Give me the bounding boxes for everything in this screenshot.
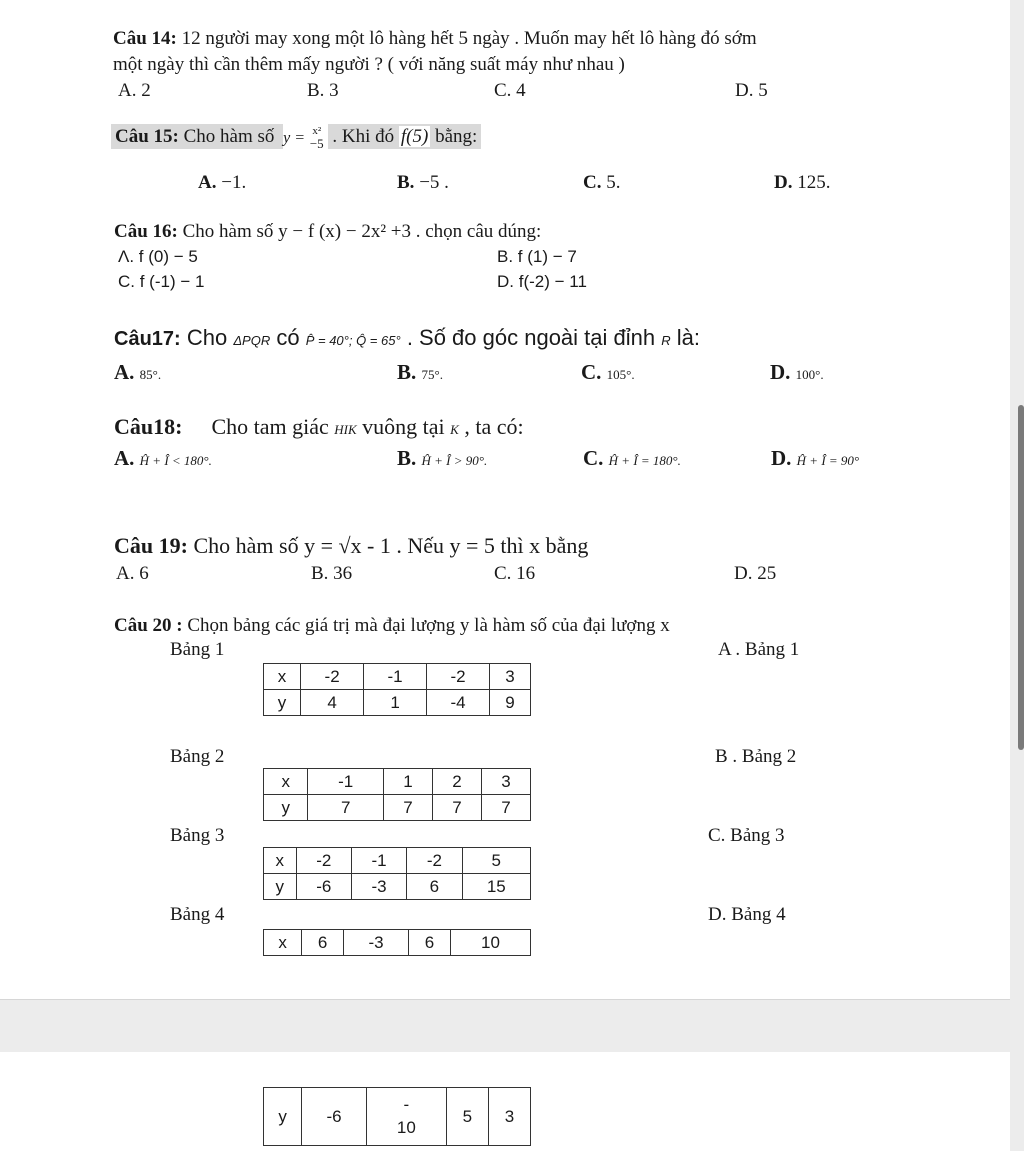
q17-option-a-letter: A. xyxy=(114,360,135,384)
q15-option-b xyxy=(397,172,449,194)
table-cell: - 10 xyxy=(366,1088,446,1146)
q15-frac-den: −5 xyxy=(309,136,324,151)
q19-option-a: A. 6 xyxy=(116,563,149,584)
q15-option-c-letter: C. xyxy=(583,172,602,193)
table-cell: -1 xyxy=(364,664,427,690)
vertical-scrollbar[interactable] xyxy=(1018,405,1024,750)
table-row xyxy=(264,795,531,821)
q15-option-d xyxy=(774,172,830,194)
q19-text: Cho hàm số y = √x - 1 . Nếu y = 5 thì x bằng xyxy=(193,533,589,558)
table-cell: 6 xyxy=(407,874,462,900)
q18-triangle: HIK xyxy=(334,422,357,437)
q14-text1: 12 người may xong một lô hàng hết 5 ngày . Muốn may hết lô hàng đó sớm xyxy=(181,28,757,49)
q19-label: Câu 19: xyxy=(114,533,188,558)
q15-frac-num: x² xyxy=(312,125,322,137)
q17-line xyxy=(114,325,700,351)
q14-option-c: C. 4 xyxy=(494,80,526,101)
table4-name: Bảng 4 xyxy=(170,904,225,925)
table-cell: -1 xyxy=(308,769,383,795)
table2-answer: B . Bảng 2 xyxy=(715,746,797,767)
q20-label: Câu 20 : xyxy=(114,615,183,636)
table-cell: y xyxy=(264,795,308,821)
q15-mid: . Khi đó xyxy=(332,126,395,148)
q14-line1 xyxy=(113,28,757,50)
q17-option-c-letter: C. xyxy=(581,360,602,384)
table1-answer: A . Bảng 1 xyxy=(718,639,800,660)
q17-option-b-value: 75°. xyxy=(421,367,443,382)
q18-option-d-letter: D. xyxy=(771,446,792,470)
table-cell: 9 xyxy=(490,690,531,716)
q16-option-b: B. f (1) − 7 xyxy=(497,247,577,266)
table4-answer: D. Bảng 4 xyxy=(708,904,786,925)
q15-option-a-value: −1. xyxy=(221,172,247,193)
table-cell: -2 xyxy=(296,848,351,874)
table-row xyxy=(264,690,531,716)
table3-name: Bảng 3 xyxy=(170,825,225,846)
q15-option-a xyxy=(198,172,246,194)
table-cell: x xyxy=(264,664,301,690)
table-cell: 1 xyxy=(383,769,432,795)
q19-line xyxy=(114,533,588,559)
table-cell: 5 xyxy=(462,848,530,874)
q19-option-c: C. 16 xyxy=(494,563,536,584)
q18-option-d-value: Ĥ + Î = 90° xyxy=(796,453,860,468)
table1-name: Bảng 1 xyxy=(170,639,225,660)
table-4-continued xyxy=(263,1087,531,1146)
q16-option-a: Λ. f (0) − 5 xyxy=(118,247,198,266)
table-cell: -2 xyxy=(407,848,462,874)
q15-highlight-1 xyxy=(111,124,283,149)
q15-option-b-value: −5 . xyxy=(419,172,449,193)
q18-text1: Cho tam giác xyxy=(211,414,329,439)
q17-angles: P̂ = 40°; Q̂ = 65° xyxy=(305,333,401,348)
table-cell: -1 xyxy=(351,848,406,874)
q15-option-d-value: 125. xyxy=(797,172,831,193)
q17-text: . Số đo góc ngoài tại đỉnh xyxy=(406,325,656,350)
q18-option-b xyxy=(397,446,487,471)
table-cell: 6 xyxy=(408,930,450,956)
table-cell: 7 xyxy=(481,795,530,821)
q18-line xyxy=(114,414,524,440)
q15-line xyxy=(111,126,481,150)
table-cell: 2 xyxy=(432,769,481,795)
table-cell: 10 xyxy=(450,930,530,956)
table-cell: 4 xyxy=(301,690,364,716)
table-cell: -4 xyxy=(427,690,490,716)
q15-highlight-2 xyxy=(328,124,481,149)
q17-option-a xyxy=(114,360,161,385)
table-cell: 3 xyxy=(488,1088,530,1146)
q17-option-d-value: 100°. xyxy=(795,367,824,382)
q20-text: Chọn bảng các giá trị mà đại lượng y là hàm số của đại lượng x xyxy=(187,615,670,636)
table-cell: 3 xyxy=(490,664,531,690)
q17-co: có xyxy=(276,325,300,350)
q16-option-c: C. f (-1) − 1 xyxy=(118,272,205,291)
q17-vertex: R xyxy=(661,333,671,348)
q15-option-d-letter: D. xyxy=(774,172,793,193)
q17-option-c-value: 105°. xyxy=(606,367,635,382)
q18-option-a-value: Ĥ + Î < 180°. xyxy=(139,453,212,468)
table-cell: x xyxy=(264,769,308,795)
q18-option-c-letter: C. xyxy=(583,446,604,470)
q16-option-d: D. f(-2) − 11 xyxy=(497,272,587,291)
q18-text3: , ta có: xyxy=(464,414,524,439)
q19-option-b: B. 36 xyxy=(311,563,353,584)
q14-label: Câu 14: xyxy=(113,28,177,49)
table-cell: x xyxy=(264,930,302,956)
table-row xyxy=(264,664,531,690)
q18-option-a xyxy=(114,446,212,471)
table-cell: 6 xyxy=(302,930,344,956)
q18-option-b-value: Ĥ + Î > 90°. xyxy=(421,453,488,468)
q18-option-b-letter: B. xyxy=(397,446,417,470)
table-cell: 15 xyxy=(462,874,530,900)
q15-option-b-letter: B. xyxy=(397,172,415,193)
table-row xyxy=(264,769,531,795)
table3-answer: C. Bảng 3 xyxy=(708,825,785,846)
q17-option-d-letter: D. xyxy=(770,360,791,384)
table-3 xyxy=(263,847,531,900)
table-cell: -3 xyxy=(344,930,409,956)
table-cell: y xyxy=(264,690,301,716)
q15-suffix: bằng: xyxy=(435,126,478,148)
q14-option-a: A. 2 xyxy=(118,80,151,101)
q17-option-d xyxy=(770,360,824,385)
q15-func-y: y = xyxy=(283,129,306,147)
q14-line2: một ngày thì cần thêm mấy người ? ( với năng suất máy như nhau ) xyxy=(113,54,625,75)
table-cell: 7 xyxy=(432,795,481,821)
q16-text: Cho hàm số y − f (x) − 2x² +3 . chọn câu dúng: xyxy=(182,221,542,242)
q20-line xyxy=(114,615,670,637)
table-row xyxy=(264,1088,531,1146)
table-cell: 1 xyxy=(364,690,427,716)
q14-option-b: B. 3 xyxy=(307,80,339,101)
table-cell: -2 xyxy=(301,664,364,690)
document-page-2 xyxy=(0,1052,1010,1151)
q18-option-c xyxy=(583,446,681,471)
table-row xyxy=(264,874,531,900)
q15-prefix: Cho hàm số xyxy=(183,126,275,148)
q17-option-b xyxy=(397,360,443,385)
table-cell: 3 xyxy=(481,769,530,795)
table-cell: y xyxy=(264,1088,302,1146)
q16-line xyxy=(114,221,541,243)
q15-f5: f(5) xyxy=(400,126,429,148)
table-cell: -2 xyxy=(427,664,490,690)
table2-name: Bảng 2 xyxy=(170,746,225,767)
table-cell: -3 xyxy=(351,874,406,900)
q18-option-c-value: Ĥ + Î = 180°. xyxy=(608,453,681,468)
q18-option-d xyxy=(771,446,859,471)
q17-option-a-value: 85°. xyxy=(139,367,162,382)
table-cell: 7 xyxy=(383,795,432,821)
q15-fraction xyxy=(310,126,324,150)
table-cell: y xyxy=(264,874,297,900)
q17-triangle: ΔPQR xyxy=(233,333,271,348)
q15-option-c-value: 5. xyxy=(606,172,621,193)
q16-label: Câu 16: xyxy=(114,221,178,242)
q17-option-b-letter: B. xyxy=(397,360,417,384)
table-row xyxy=(264,848,531,874)
table-cell: -6 xyxy=(296,874,351,900)
q15-option-c xyxy=(583,172,620,194)
q18-option-a-letter: A. xyxy=(114,446,135,470)
q19-option-d: D. 25 xyxy=(734,563,777,584)
table-cell: 7 xyxy=(308,795,383,821)
q15-label: Câu 15: xyxy=(115,126,179,148)
q17-option-c xyxy=(581,360,635,385)
q18-text2: vuông tại xyxy=(362,414,445,439)
table-cell: x xyxy=(264,848,297,874)
q17-prefix: Cho xyxy=(186,325,228,350)
q15-option-a-letter: A. xyxy=(198,172,217,193)
table-1 xyxy=(263,663,531,716)
q18-vertex: K xyxy=(450,422,459,437)
q17-label: Câu17: xyxy=(114,328,181,350)
table-cell: -6 xyxy=(302,1088,367,1146)
table-cell: 5 xyxy=(446,1088,488,1146)
q18-label: Câu18: xyxy=(114,414,183,439)
q14-option-d: D. 5 xyxy=(735,80,768,101)
table-2 xyxy=(263,768,531,821)
table-row xyxy=(264,930,531,956)
table-4 xyxy=(263,929,531,956)
q17-suffix: là: xyxy=(676,325,700,350)
